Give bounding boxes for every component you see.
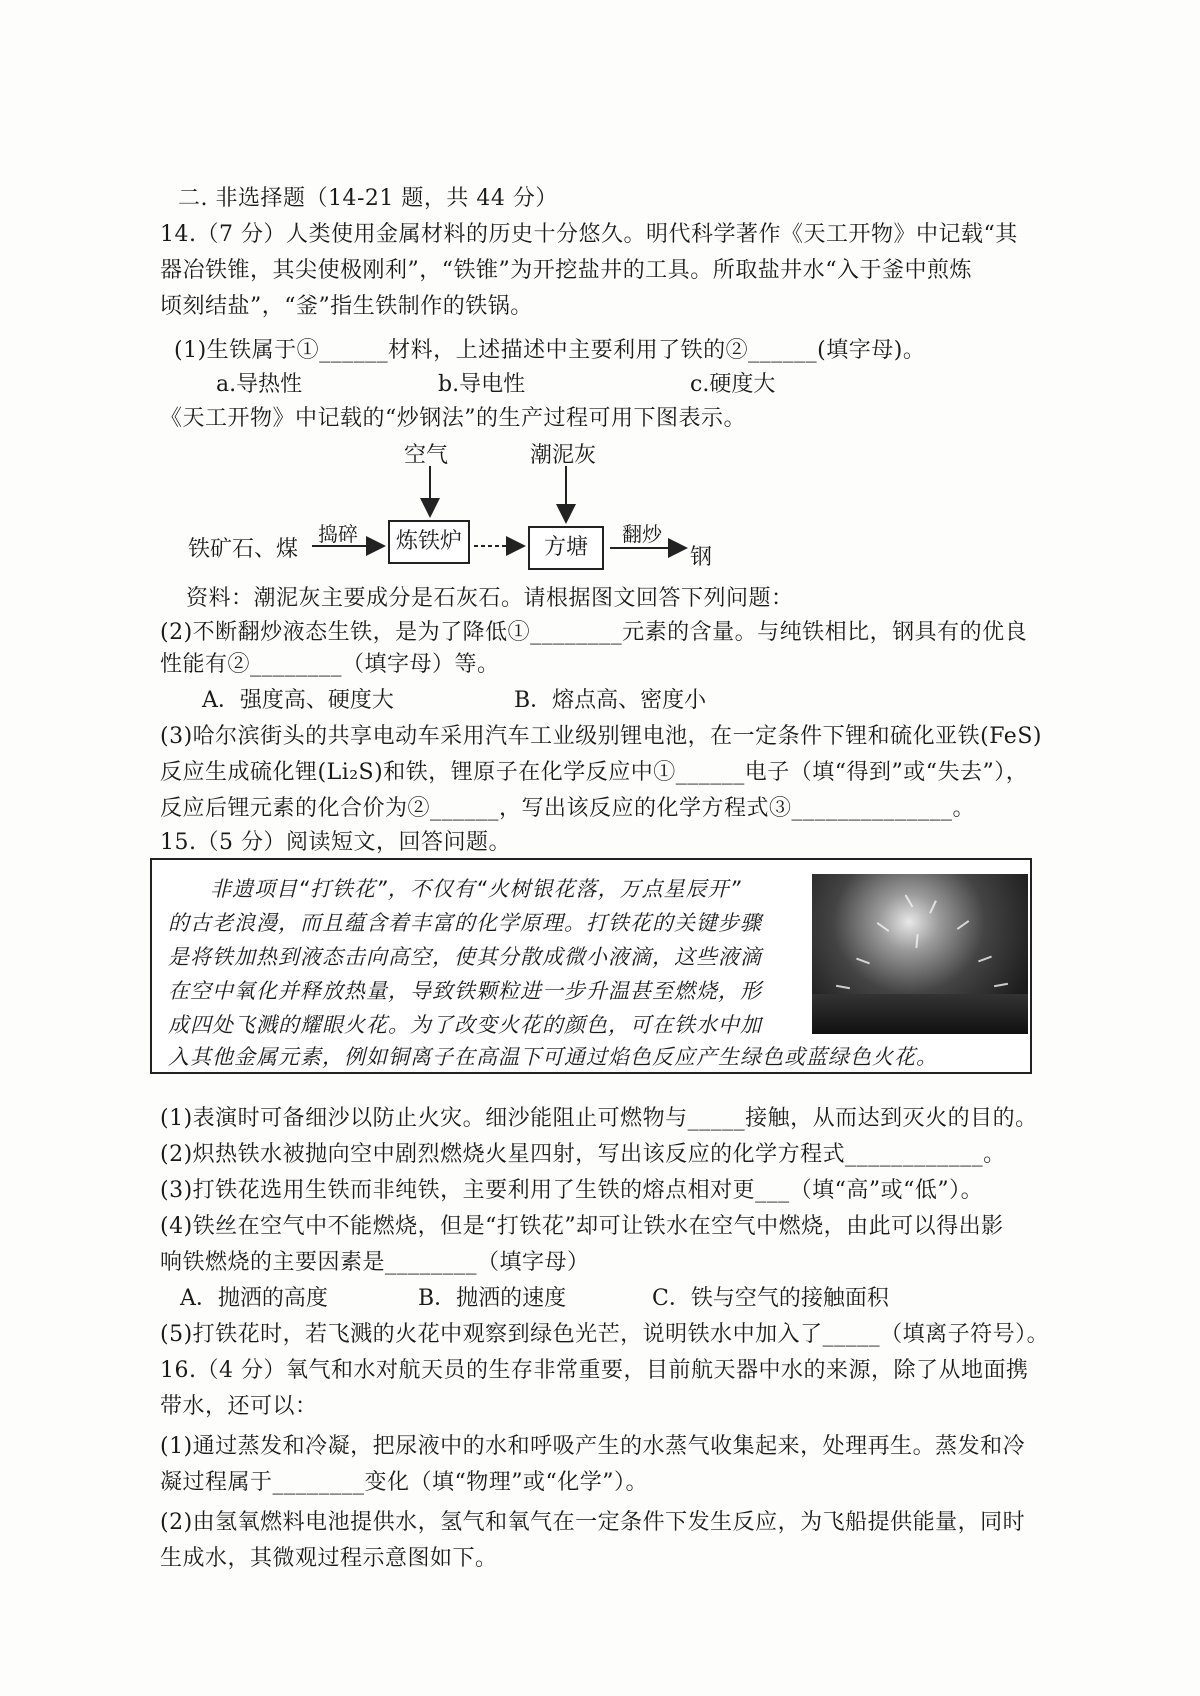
- passage-line-1: 非遗项目“打铁花”，不仅有“火树银花落，万点星辰开”: [210, 877, 742, 901]
- q15-p4-option-c: C．铁与空气的接触面积: [652, 1286, 889, 1311]
- q16-part2-line-2: 生成水，其微观过程示意图如下。: [160, 1546, 498, 1571]
- q14-p1-option-a: a.导热性: [216, 372, 303, 397]
- q14-part1: (1)生铁属于①______材料，上述描述中主要利用了铁的②______(填字母)。: [174, 338, 926, 363]
- diagram-arrows: [0, 0, 1200, 620]
- passage-line-4: 在空中氧化并释放热量，导致铁颗粒进一步升温甚至燃烧，形: [168, 979, 762, 1003]
- diagram-input-lime: 潮泥灰: [530, 443, 597, 468]
- q15-part3: (3)打铁花选用生铁而非纯铁，主要利用了生铁的熔点相对更___（填“高”或“低”）。: [160, 1178, 984, 1203]
- passage-line-5: 成四处飞溅的耀眼火花。为了改变火花的颜色，可在铁水中加: [168, 1013, 762, 1037]
- section-title: 二. 非选择题（14-21 题，共 44 分）: [178, 186, 558, 211]
- q14-part2-line-2: 性能有②________（填字母）等。: [160, 652, 500, 677]
- q16-part1-line-2: 凝过程属于________变化（填“物理”或“化学”）。: [160, 1470, 648, 1495]
- q16-part2-line-1: (2)由氢氧燃料电池提供水，氢气和氧气在一定条件下发生反应，为飞船提供能量，同时: [160, 1510, 1026, 1535]
- diagram-box-pond: 方塘: [528, 526, 604, 570]
- passage-line-2: 的古老浪漫，而且蕴含着丰富的化学原理。打铁花的关键步骤: [168, 911, 762, 935]
- q15-p4-option-a: A．抛洒的高度: [180, 1286, 328, 1311]
- q15-part2: (2)炽热铁水被抛向空中剧烈燃烧火星四射，写出该反应的化学方程式____________。: [160, 1142, 1006, 1167]
- diagram-step-stir-fry: 翻炒: [622, 522, 662, 546]
- q16-stem-line-2: 带水，还可以：: [160, 1394, 318, 1419]
- q14-stem-line-1: 14.（7 分）人类使用金属材料的历史十分悠久。明代科学著作《天工开物》中记载“其: [160, 222, 1018, 247]
- iron-flower-photo: [812, 874, 1028, 1034]
- q16-stem-line-1: 16.（4 分）氧气和水对航天员的生存非常重要，目前航天器中水的来源，除了从地面携: [160, 1358, 1029, 1383]
- diagram-input-air: 空气: [404, 443, 449, 468]
- q14-part2-line-1: (2)不断翻炒液态生铁，是为了降低①________元素的含量。与纯铁相比，钢具有的优良: [160, 620, 1028, 645]
- q14-diagram-intro: 《天工开物》中记载的“炒钢法”的生产过程可用下图表示。: [160, 406, 746, 431]
- q14-part3-line-2: 反应生成硫化锂(Li₂S)和铁，锂原子在化学反应中①______电子（填“得到”或“失去”），: [160, 760, 1029, 785]
- passage-line-3: 是将铁加热到液态击向高空，使其分散成微小液滴，这些液滴: [168, 945, 762, 969]
- q15-p4-option-b: B．抛洒的速度: [418, 1286, 567, 1311]
- q15-part1: (1)表演时可备细沙以防止火灾。细沙能阻止可燃物与_____接触，从而达到灭火的目的。: [160, 1106, 1038, 1131]
- q16-part1-line-1: (1)通过蒸发和冷凝，把尿液中的水和呼吸产生的水蒸气收集起来，处理再生。蒸发和冷: [160, 1434, 1026, 1459]
- q14-p1-option-c: c.硬度大: [690, 372, 776, 397]
- q14-stem-line-3: 顷刻结盐”，“釜”指生铁制作的铁锅。: [160, 294, 533, 319]
- q14-material-note: 资料：潮泥灰主要成分是石灰石。请根据图文回答下列问题：: [186, 586, 794, 611]
- diagram-end-steel: 钢: [690, 545, 713, 570]
- q15-part4-line-2: 响铁燃烧的主要因素是________（填字母）: [160, 1250, 590, 1275]
- diagram-box-furnace: 炼铁炉: [388, 520, 470, 564]
- passage-line-6: 入其他金属元素，例如铜离子在高温下可通过焰色反应产生绿色或蓝绿色火花。: [168, 1045, 938, 1069]
- q14-stem-line-2: 器冶铁锥，其尖使极刚利”，“铁锥”为开挖盐井的工具。所取盐井水“入于釜中煎炼: [160, 258, 972, 283]
- q14-part3-line-3: 反应后锂元素的化合价为②______，写出该反应的化学方程式③______________。: [160, 796, 976, 821]
- diagram-step-crush: 捣碎: [318, 522, 358, 546]
- q14-p2-option-b: B．熔点高、密度小: [514, 688, 707, 713]
- q15-reading-passage: [150, 858, 1032, 1074]
- q14-p1-option-b: b.导电性: [438, 372, 526, 397]
- q15-part5: (5)打铁花时，若飞溅的火花中观察到绿色光芒，说明铁水中加入了_____（填离子符号）。: [160, 1322, 1050, 1347]
- q14-p2-option-a: A．强度高、硬度大: [202, 688, 394, 713]
- q15-part4-line-1: (4)铁丝在空气中不能燃烧，但是“打铁花”却可让铁水在空气中燃烧，由此可以得出影: [160, 1214, 1004, 1239]
- q14-part3-line-1: (3)哈尔滨街头的共享电动车采用汽车工业级别锂电池，在一定条件下锂和硫化亚铁(FeS): [160, 724, 1042, 749]
- q15-stem: 15.（5 分）阅读短文，回答问题。: [160, 830, 511, 855]
- diagram-start-materials: 铁矿石、煤: [188, 537, 299, 562]
